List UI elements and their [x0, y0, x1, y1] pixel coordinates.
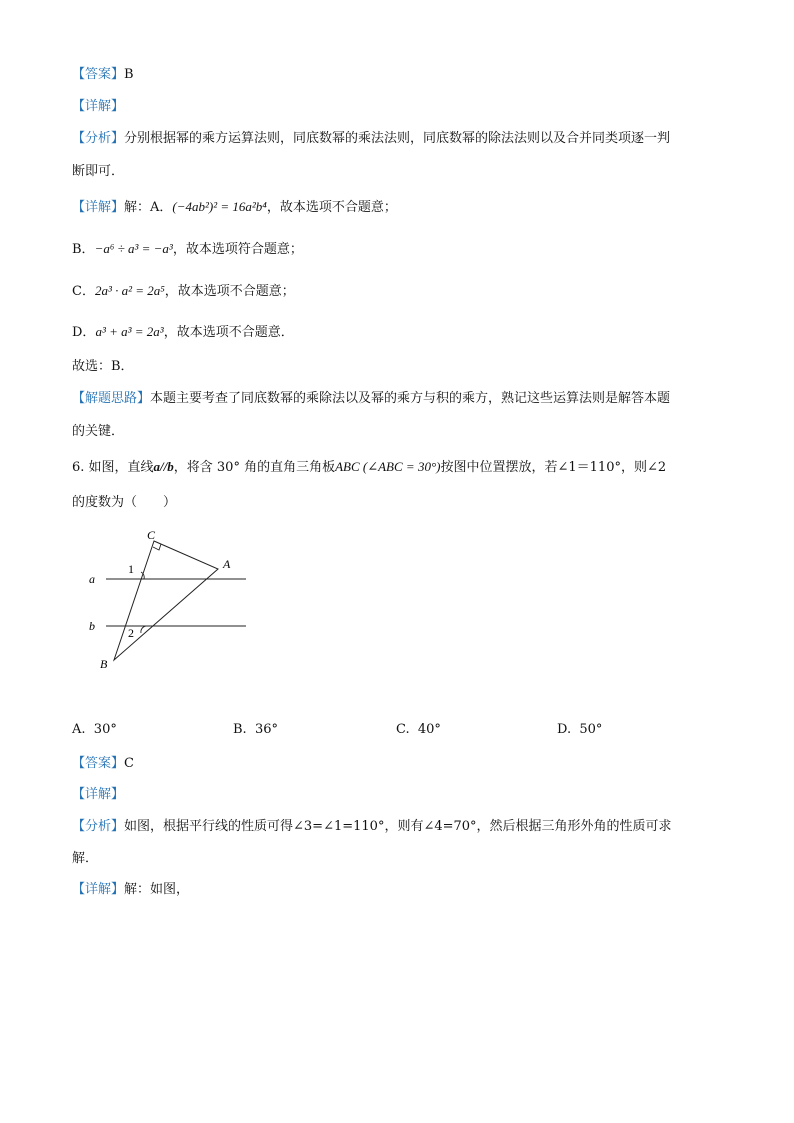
stem-a: 6. 如图，直线 — [72, 460, 154, 475]
detail-sol-tag: 【详解】 — [72, 200, 125, 215]
sol-b-math: −a⁶ ÷ a³ = −a³ — [94, 241, 173, 256]
analysis-text: 分别根据幂的乘方运算法则，同底数幂的乘法法则，同底数幂的除法法则以及合并同类项逐一判 — [124, 131, 671, 146]
triangle-abc — [114, 541, 218, 660]
sol-b-prefix: B． — [72, 242, 95, 257]
stem-l2: 的度数为（ ） — [72, 495, 177, 510]
label-a-vertex: A — [223, 557, 231, 571]
answer-tag: 【答案】 — [72, 756, 125, 771]
label-angle2: 2 — [128, 626, 134, 640]
choice-b: B. 36° — [233, 722, 278, 737]
answer-value: C — [124, 756, 134, 771]
answer-value: B — [124, 67, 134, 82]
q6-analysis-line2 — [72, 850, 98, 868]
idea-text: 本题主要考查了同底数幂的乘除法以及幂的乘方与积的乘方，熟记这些运算法则是解答本题 — [150, 391, 671, 406]
q6-answer-line — [72, 755, 134, 773]
q6-stem-line2 — [72, 494, 176, 512]
sol-a-prefix: 解：A． — [124, 200, 173, 215]
analysis-text: 如图，根据平行线的性质可得∠3=∠1=110°，则有∠4=70°，然后根据三角形外角的性质可求 — [124, 819, 672, 834]
stem-ab: a//b — [153, 459, 174, 474]
sol-c-math: 2a³ · a² = 2a⁵ — [94, 283, 165, 298]
q6-detail-heading — [72, 786, 124, 804]
choose-text: 故选：B． — [72, 359, 134, 374]
label-line-a: a — [89, 572, 95, 586]
q5-solution-a — [72, 198, 397, 217]
detail-tag: 【详解】 — [72, 99, 125, 114]
q5-answer-line — [72, 66, 134, 84]
sol-c-prefix: C． — [72, 284, 95, 299]
label-b-vertex: B — [100, 657, 108, 671]
q6-stem-line1 — [72, 458, 666, 477]
angle2-arc — [141, 626, 146, 633]
idea-tag: 【解题思路】 — [72, 391, 151, 406]
sol-d-text: ，故本选项不合题意． — [163, 325, 294, 340]
choice-c: C. 40° — [396, 722, 441, 737]
triangle-parallel-lines-figure — [80, 525, 260, 675]
sol-a-math: (−4ab²)² = 16a²b⁴ — [172, 199, 267, 214]
label-angle1: 1 — [128, 562, 134, 576]
q6-solution-start — [72, 881, 189, 899]
choice-a: A. 30° — [72, 722, 117, 737]
analysis-tag: 【分析】 — [72, 819, 125, 834]
q6-analysis-line1 — [72, 818, 672, 836]
choice-d: D. 50° — [557, 722, 603, 737]
sol-start: 解：如图， — [124, 882, 190, 897]
q5-choose — [72, 358, 134, 376]
sol-a-text: ，故本选项不合题意； — [266, 200, 397, 215]
q5-idea-line1 — [72, 390, 670, 408]
stem-b: ，将含 30° 角的直角三角板 — [173, 460, 336, 475]
analysis-text-cont: 解． — [72, 851, 99, 866]
q5-detail-heading — [72, 98, 124, 116]
sol-b-text: ，故本选项符合题意； — [172, 242, 303, 257]
stem-c: 按图中位置摆放，若∠1＝110°，则∠2 — [440, 460, 667, 475]
label-line-b: b — [89, 619, 95, 633]
detail-sol-tag: 【详解】 — [72, 882, 125, 897]
label-c: C — [147, 528, 156, 542]
sol-d-math: a³ + a³ = 2a³ — [95, 324, 164, 339]
stem-math: ABC (∠ABC = 30°) — [335, 459, 441, 474]
q5-analysis-line2 — [72, 163, 124, 181]
q5-solution-c — [72, 282, 295, 301]
analysis-tag: 【分析】 — [72, 131, 125, 146]
answer-tag: 【答案】 — [72, 67, 125, 82]
detail-tag: 【详解】 — [72, 787, 125, 802]
q5-solution-b — [72, 240, 303, 259]
q5-idea-line2 — [72, 423, 124, 441]
q5-solution-d — [72, 323, 294, 342]
idea-text-cont: 的关键． — [72, 424, 125, 439]
analysis-text-cont: 断即可． — [72, 164, 125, 179]
q5-analysis-line1 — [72, 130, 670, 148]
sol-d-prefix: D． — [72, 325, 96, 340]
sol-c-text: ，故本选项不合题意； — [164, 284, 295, 299]
right-angle-mark — [153, 544, 161, 550]
